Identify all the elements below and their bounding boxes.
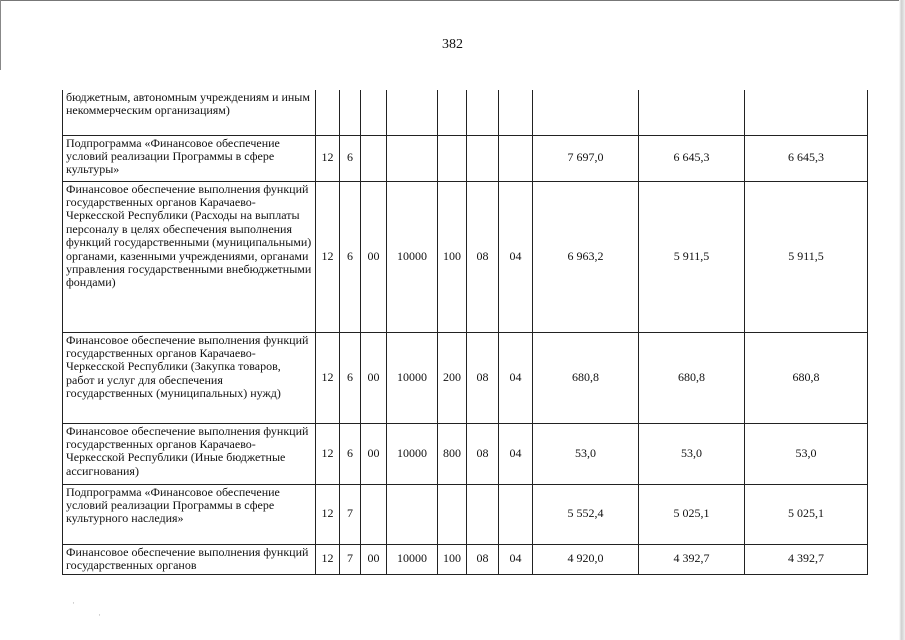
cell-code-7 bbox=[499, 90, 533, 135]
cell-value-1: 53,0 bbox=[533, 423, 639, 484]
cell-code-2: 6 bbox=[340, 332, 361, 423]
cell-code-3 bbox=[361, 484, 387, 544]
cell-value-1: 680,8 bbox=[533, 332, 639, 423]
cell-code-1: 12 bbox=[316, 544, 340, 574]
cell-code-6 bbox=[467, 90, 499, 135]
budget-table bbox=[62, 90, 868, 575]
cell-value-2: 53,0 bbox=[639, 423, 745, 484]
cell-code-7: 04 bbox=[499, 423, 533, 484]
cell-code-3: 00 bbox=[361, 181, 387, 332]
cell-code-7: 04 bbox=[499, 544, 533, 574]
cell-code-1: 12 bbox=[316, 423, 340, 484]
cell-value-3: 53,0 bbox=[745, 423, 868, 484]
scan-edge-right bbox=[899, 0, 905, 640]
cell-code-4: 10000 bbox=[387, 332, 438, 423]
scan-edge-left bbox=[0, 0, 4, 70]
cell-value-3: 680,8 bbox=[745, 332, 868, 423]
cell-code-5: 100 bbox=[438, 181, 467, 332]
cell-code-2: 6 bbox=[340, 135, 361, 181]
cell-value-1 bbox=[533, 90, 639, 135]
cell-value-1: 5 552,4 bbox=[533, 484, 639, 544]
cell-code-4 bbox=[387, 484, 438, 544]
cell-code-3 bbox=[361, 135, 387, 181]
cell-code-7 bbox=[499, 484, 533, 544]
row-name: Подпрограмма «Финансовое обеспечение условий реализации Программы в сфере культуры» bbox=[63, 135, 316, 181]
cell-code-1: 12 bbox=[316, 484, 340, 544]
cell-code-6 bbox=[467, 135, 499, 181]
cell-code-4 bbox=[387, 90, 438, 135]
cell-code-3: 00 bbox=[361, 332, 387, 423]
cell-code-5 bbox=[438, 90, 467, 135]
row-name: Финансовое обеспечение выполнения функций государственных органов Карачаево-Черкесской Республики (Расходы на выплаты персоналу в целях обеспечения выполнения функций государственными (муниципальными) органами, казенными учреждениями, органами управления государственными внебюджетными фондами) bbox=[63, 181, 316, 332]
table-row bbox=[63, 135, 868, 181]
cell-value-2: 5 911,5 bbox=[639, 181, 745, 332]
budget-table-body bbox=[63, 90, 868, 574]
cell-code-7 bbox=[499, 135, 533, 181]
cell-value-3 bbox=[745, 90, 868, 135]
table-row bbox=[63, 181, 868, 332]
cell-code-6: 08 bbox=[467, 332, 499, 423]
page-number: 382 bbox=[442, 37, 463, 52]
cell-code-2 bbox=[340, 90, 361, 135]
table-row bbox=[63, 544, 868, 574]
cell-code-1: 12 bbox=[316, 135, 340, 181]
cell-code-1: 12 bbox=[316, 332, 340, 423]
cell-value-1: 6 963,2 bbox=[533, 181, 639, 332]
cell-code-3: 00 bbox=[361, 423, 387, 484]
cell-value-2: 6 645,3 bbox=[639, 135, 745, 181]
cell-code-4 bbox=[387, 135, 438, 181]
table-row bbox=[63, 423, 868, 484]
cell-code-5 bbox=[438, 135, 467, 181]
cell-value-2 bbox=[639, 90, 745, 135]
table-row bbox=[63, 484, 868, 544]
cell-code-5: 800 bbox=[438, 423, 467, 484]
cell-code-6: 08 bbox=[467, 423, 499, 484]
cell-value-2: 4 392,7 bbox=[639, 544, 745, 574]
cell-code-3: 00 bbox=[361, 544, 387, 574]
cell-value-3: 4 392,7 bbox=[745, 544, 868, 574]
table-row bbox=[63, 90, 868, 135]
cell-code-2: 7 bbox=[340, 544, 361, 574]
scan-speck: · bbox=[98, 610, 103, 620]
cell-code-6 bbox=[467, 484, 499, 544]
row-name: бюджетным, автономным учреждениям и иным некоммерческим организациям) bbox=[63, 90, 316, 135]
cell-code-3 bbox=[361, 90, 387, 135]
row-name: Подпрограмма «Финансовое обеспечение условий реализации Программы в сфере культурного наследия» bbox=[63, 484, 316, 544]
row-name: Финансовое обеспечение выполнения функций государственных органов bbox=[63, 544, 316, 574]
cell-value-2: 5 025,1 bbox=[639, 484, 745, 544]
cell-code-2: 6 bbox=[340, 181, 361, 332]
cell-code-4: 10000 bbox=[387, 544, 438, 574]
table-row bbox=[63, 332, 868, 423]
cell-code-2: 7 bbox=[340, 484, 361, 544]
scan-speck: · bbox=[72, 598, 77, 608]
scan-edge-top bbox=[0, 0, 905, 4]
cell-code-1: 12 bbox=[316, 181, 340, 332]
cell-value-3: 6 645,3 bbox=[745, 135, 868, 181]
cell-value-3: 5 025,1 bbox=[745, 484, 868, 544]
cell-value-1: 4 920,0 bbox=[533, 544, 639, 574]
cell-value-3: 5 911,5 bbox=[745, 181, 868, 332]
cell-code-4: 10000 bbox=[387, 181, 438, 332]
cell-code-6: 08 bbox=[467, 544, 499, 574]
row-name: Финансовое обеспечение выполнения функций государственных органов Карачаево-Черкесской Республики (Закупка товаров, работ и услуг для обеспечения государственных (муниципальных) нужд) bbox=[63, 332, 316, 423]
cell-value-2: 680,8 bbox=[639, 332, 745, 423]
cell-code-7: 04 bbox=[499, 181, 533, 332]
cell-code-6: 08 bbox=[467, 181, 499, 332]
cell-code-5: 200 bbox=[438, 332, 467, 423]
cell-code-1 bbox=[316, 90, 340, 135]
row-name: Финансовое обеспечение выполнения функций государственных органов Карачаево-Черкесской Республики (Иные бюджетные ассигнования) bbox=[63, 423, 316, 484]
cell-code-5 bbox=[438, 484, 467, 544]
cell-code-2: 6 bbox=[340, 423, 361, 484]
cell-value-1: 7 697,0 bbox=[533, 135, 639, 181]
cell-code-7: 04 bbox=[499, 332, 533, 423]
cell-code-5: 100 bbox=[438, 544, 467, 574]
cell-code-4: 10000 bbox=[387, 423, 438, 484]
